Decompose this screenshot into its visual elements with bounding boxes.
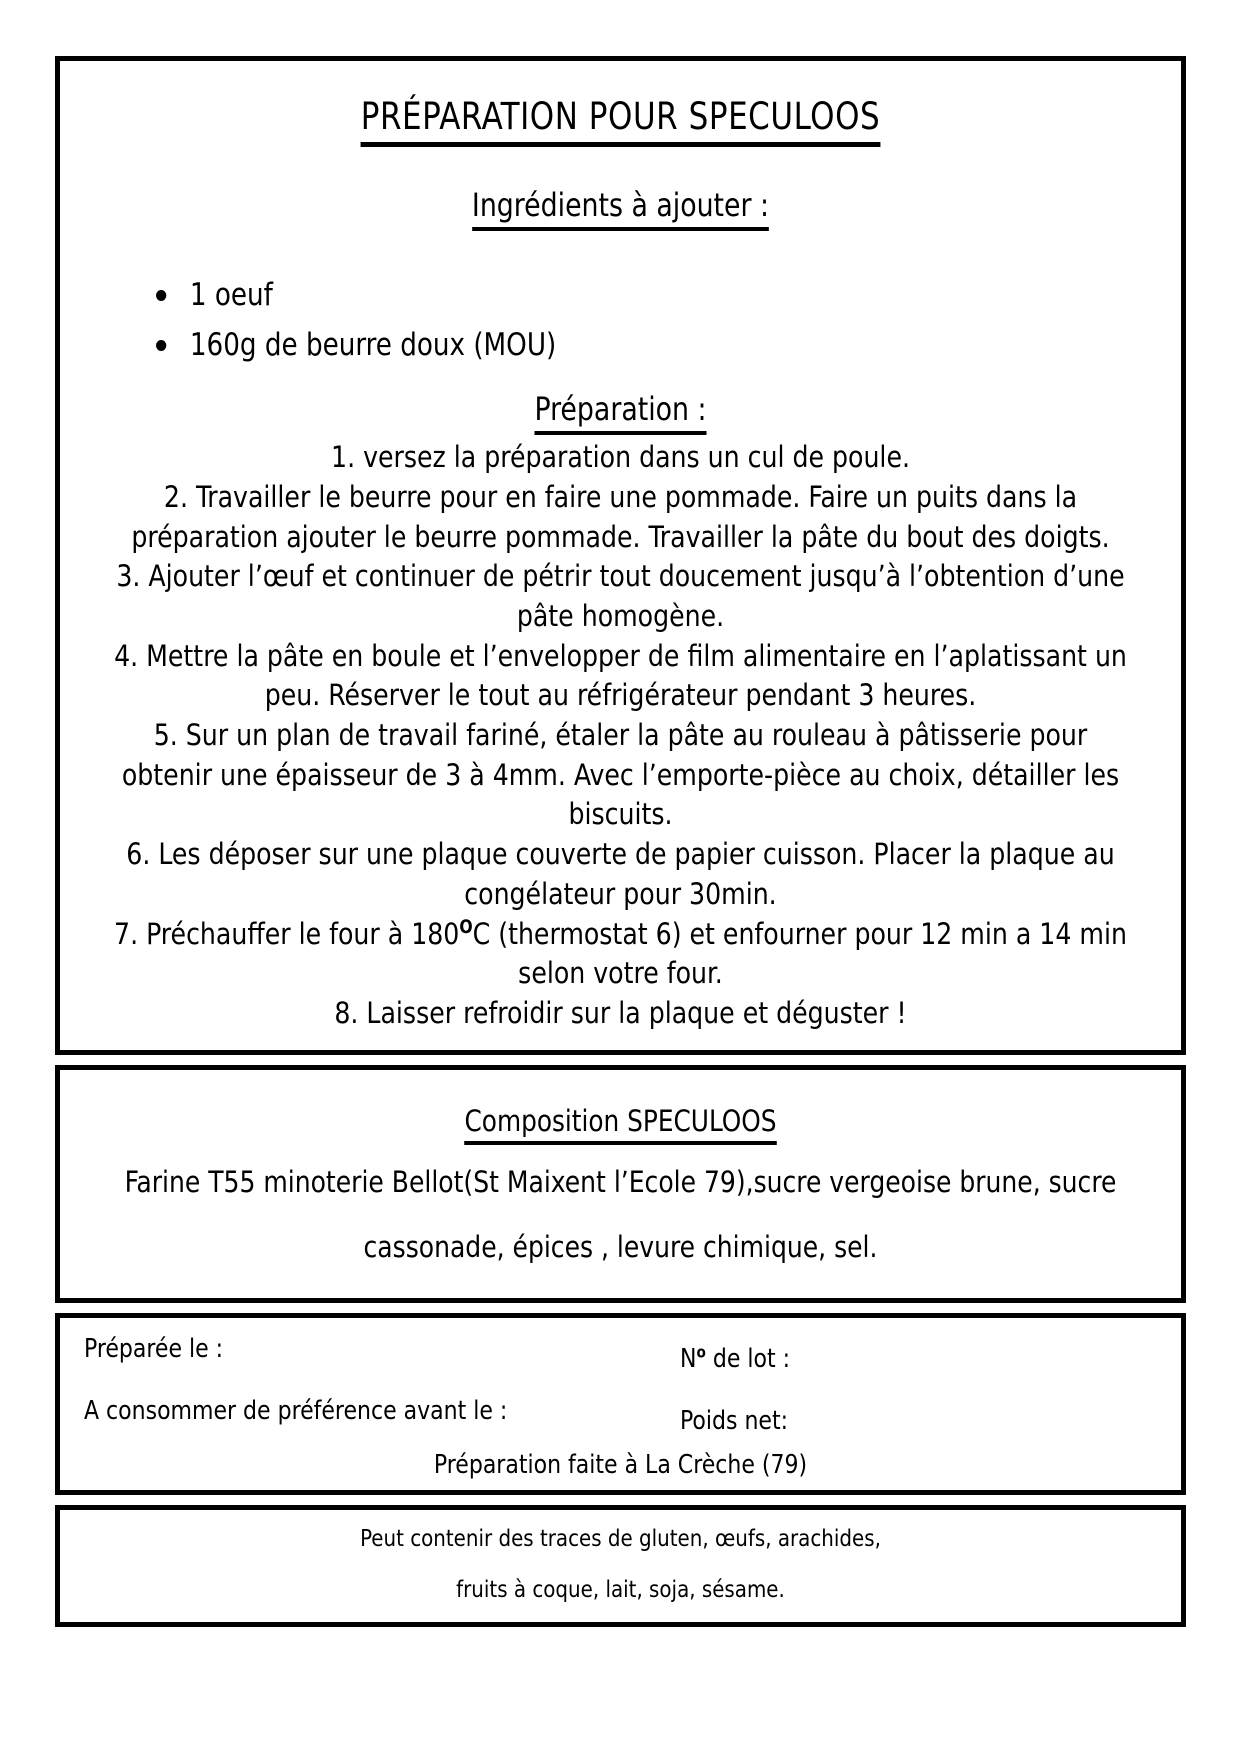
step-text-after-degree: C (thermostat 6) et enfourner pour 12 min a 14 min selon votre four. — [472, 916, 1127, 991]
page-title-text: PRÉPARATION POUR SPECULOOS — [361, 95, 880, 147]
step-text: versez la préparation dans un cul de poule. — [363, 440, 910, 475]
recipe-section — [55, 56, 1186, 1055]
step-text: Travailler le beurre pour en faire une pommade. Faire un puits dans la préparation ajouter le beurre pommade. Travailler la pâte du bout des doigts. — [131, 480, 1110, 554]
page-title — [123, 95, 1117, 138]
step-text: Laisser refroidir sur la plaque et déguster ! — [366, 995, 907, 1030]
degree-symbol: O — [459, 916, 473, 938]
composition-line-1: Farine T55 minoterie Bellot(St Maixent l’Ecole 79),sucre vergeoise brune, sucre — [124, 1164, 1117, 1199]
list-item — [156, 270, 1095, 320]
composition-heading — [109, 1104, 1132, 1138]
step-text-before-degree: Préchauffer le four à 180 — [146, 916, 460, 951]
list-item — [113, 637, 1129, 716]
ingredients-heading-text: Ingrédients à ajouter : — [472, 186, 769, 231]
label-fields-section — [55, 1313, 1186, 1495]
ingredients-heading — [123, 186, 1117, 224]
list-item — [113, 438, 1129, 478]
list-item — [113, 716, 1129, 835]
made-in-label: Préparation faite à La Crèche (79) — [433, 1449, 808, 1480]
lot-number-label — [680, 1344, 790, 1374]
list-item — [156, 320, 1095, 370]
ingredient-text: 1 oeuf — [189, 277, 273, 313]
allergen-line-2: fruits à coque, lait, soja, sésame. — [456, 1576, 785, 1603]
preparation-heading-text: Préparation : — [534, 390, 706, 435]
allergens-section — [55, 1505, 1186, 1627]
step-text: Les déposer sur une plaque couverte de papier cuisson. Placer la plaque au congélateur pour 30min. — [158, 837, 1115, 911]
step-text: Mettre la pâte en boule et l’envelopper de film alimentaire en l’aplatissant un peu. Réserver le tout au réfrigérateur pendant 3 heures. — [146, 638, 1127, 713]
bullet-icon — [156, 340, 166, 351]
composition-heading-text: Composition SPECULOOS — [464, 1104, 776, 1145]
step-text: Sur un plan de travail fariné, étaler la pâte au rouleau à pâtisserie pour obtenir une épaisseur de 3 à 4mm. Avec l’emporte-pièce au choix, détailler les biscuits. — [121, 718, 1120, 832]
bullet-icon — [156, 290, 166, 301]
lot-number-suffix: de lot : — [705, 1343, 791, 1374]
composition-line-2: cassonade, épices , levure chimique, sel. — [363, 1229, 878, 1264]
list-item — [113, 994, 1129, 1034]
list-item — [113, 835, 1129, 914]
lot-number-prefix: N — [680, 1343, 697, 1374]
best-before-label: A consommer de préférence avant le : — [84, 1395, 508, 1426]
allergen-line-1: Peut contenir des traces de gluten, œufs, arachides, — [360, 1525, 881, 1552]
ingredient-text: 160g de beurre doux (MOU) — [189, 327, 557, 364]
list-item — [113, 557, 1129, 636]
list-item — [113, 915, 1129, 994]
preparation-heading — [123, 390, 1117, 428]
prepared-on-label: Préparée le : — [84, 1333, 224, 1364]
preparation-steps-list — [86, 438, 1155, 1033]
list-item — [113, 478, 1129, 557]
ingredients-list — [86, 270, 1155, 370]
ordinal-indicator: o — [696, 1342, 706, 1362]
step-text: Ajouter l’œuf et continuer de pétrir tout doucement jusqu’à l’obtention d’une pâte homogène. — [148, 559, 1125, 634]
composition-section — [55, 1065, 1186, 1303]
net-weight-label: Poids net: — [680, 1405, 789, 1436]
